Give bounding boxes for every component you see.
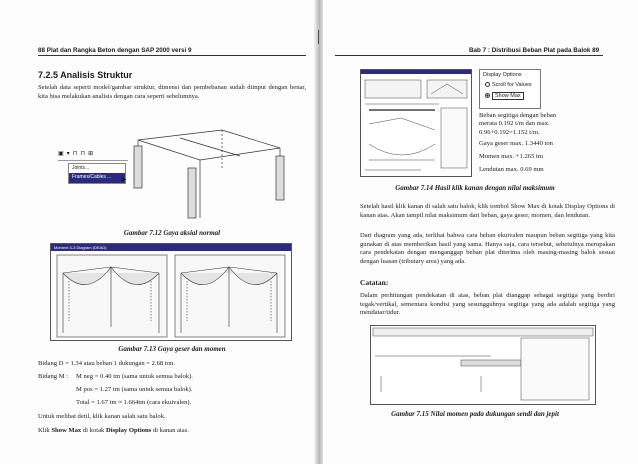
display-toolbar xyxy=(58,150,128,161)
dropdown-icon[interactable]: ▾ xyxy=(66,151,70,157)
show-max-label: Show Max xyxy=(492,92,524,100)
frame-icon[interactable]: ⊓ xyxy=(80,151,86,157)
moment-bar xyxy=(461,360,521,366)
paragraph-catatan: Dalam perhitungan pendekatan di atas, beban plat dianggap sebagai segitiga yang berdiri tegak/vertikal, sementara kondisi yang sesungguhnya segitiga yang ada adalah segitiga yang mendatar/tidur. xyxy=(360,292,615,316)
left-running-header: 88 Plat dan Rangka Beton dengan SAP 2000 versi 9 xyxy=(38,47,192,54)
moment-diagram-plot xyxy=(51,251,291,341)
display-options-title: Display Options xyxy=(483,72,522,78)
load-diagram-box xyxy=(427,80,467,98)
values-panel xyxy=(441,108,467,168)
left-header-rule xyxy=(38,55,306,56)
right-header-rule xyxy=(335,55,603,56)
toolbar-menu xyxy=(58,150,128,190)
m-pos-text: M pos = 1.27 tm (sama untuk semua balok). xyxy=(76,386,193,393)
bidang-m-label: Bidang M : xyxy=(38,373,69,380)
axial-bar-3 xyxy=(134,146,142,188)
mouse-cursor-icon: ➤ xyxy=(120,175,127,184)
axial-bar-1 xyxy=(188,168,196,218)
detail-2-post: di kanan atas. xyxy=(151,427,189,434)
detail-text-1: Untuk melihat detil, klik kanan salah satu balok. xyxy=(38,413,166,420)
left-page xyxy=(0,0,317,464)
gutter-mark xyxy=(318,30,319,44)
dropdown-menu xyxy=(68,163,126,184)
frame-grid-icon[interactable]: ⊞ xyxy=(88,151,94,157)
note-beban: Beban segitiga dengan beban merata 0.192 t/m dan max. 0.96+0.192=1.152 t/m. xyxy=(479,112,557,136)
show-max-option[interactable] xyxy=(480,90,540,102)
caption-7-15: Gambar 7.15 Nilai momen pada dukungan sendi dan jepit xyxy=(391,410,559,418)
intro-paragraph: Setelah data seperti model/gambar struktur, dimensi dan pembebanan sudah diinput dengan benar, kita bisa melakukan analisis dengan cara seperti sebelumnya. xyxy=(38,84,306,100)
caption-7-14: Gambar 7.14 Hasil klik kanan dengan nilai maksimum xyxy=(395,184,555,192)
member-detail-plots xyxy=(361,74,471,176)
note-gaya-geser: Gaya geser max. 1.3440 ton xyxy=(479,140,553,147)
mid-beam xyxy=(180,138,240,156)
moment-window-titlebar: Moment 3-3 Diagram (DEAD) xyxy=(51,244,291,251)
moment-diagram-window xyxy=(50,243,292,341)
note-momen: Momen max. +1.265 tm xyxy=(479,153,543,160)
detail-2-display-options: Display Options xyxy=(105,427,152,434)
catatan-heading: Catatan: xyxy=(360,278,389,287)
note-lendutan: Lendutan max. 0.69 mm xyxy=(479,166,544,173)
bidang-d-text: Bidang D = 1.34 atau beban 1 dukungan = 2.68 ton. xyxy=(38,360,175,367)
moment-supports-plot xyxy=(371,326,595,404)
caption-7-12: Gambar 7.12 Gaya aksial normal xyxy=(123,229,221,237)
top-frame-outline xyxy=(138,130,280,160)
showmax-radio-icon[interactable] xyxy=(485,93,490,98)
right-page xyxy=(323,0,638,464)
m-neg-text: M neg = 0.40 tm (sama untuk semua balok). xyxy=(76,373,193,380)
paragraph-show-max: Setelah hasil klik kanan di salah satu balok, klik tombol Show Max di kotak Display Options di kanan atas. Akan tampil nilai maksimum dari beban, gaya geser, momen, dan lendutan. xyxy=(360,203,615,219)
axial-bar-2 xyxy=(276,156,284,200)
scroll-for-values-option[interactable] xyxy=(480,80,540,90)
section-title: 7.2.5 Analisis Struktur xyxy=(38,70,133,80)
display-icon[interactable]: ▣ xyxy=(58,151,64,157)
scroll-radio-icon[interactable] xyxy=(485,82,490,87)
right-running-header: Bab 7 : Distribusi Beban Plat pada Balok 89 xyxy=(469,47,600,54)
menu-item-frames[interactable]: Frames/Cables ... xyxy=(69,173,125,183)
detail-2-mid: di kotak xyxy=(81,427,106,434)
side-panel xyxy=(521,338,589,400)
moment-curve xyxy=(369,144,435,155)
detail-2-pre: Klik xyxy=(38,427,52,434)
total-text: Total = 1.67 tm ≈ 1.664tm (cara ekuivalen). xyxy=(76,399,192,406)
info-box xyxy=(365,80,421,98)
moment-supports-window xyxy=(370,325,596,405)
scroll-for-values-label: Scroll for Values xyxy=(492,82,532,88)
detail-2-showmax: Show Max xyxy=(51,427,82,434)
display-options-dialog xyxy=(479,69,541,109)
paragraph-diagram: Dari diagram yang ada, terlihat bahwa cara beban ekuivalen maupun beban segitiga yang kita gunakan di atas memberikan hasil yang sama. Hanya saja, cara tersebut, sebetulnya merupakan cara pendekatan dengan menganggap beban plat diterima oleh masing-masing balok sesuai dengan luasan (tributary area) yang ada. xyxy=(360,232,615,265)
frame-forces-icon[interactable]: ⊓ xyxy=(72,151,78,157)
menu-item-joints[interactable]: Joints... xyxy=(72,165,90,171)
shear-line xyxy=(369,118,435,130)
support-marks xyxy=(381,376,481,392)
detail-text-2 xyxy=(38,427,189,434)
axial-force-3d-frame xyxy=(130,118,300,226)
member-detail-window xyxy=(360,69,472,177)
window-toolbar xyxy=(373,328,593,336)
caption-7-13: Gambar 7.13 Gaya geser dan momen xyxy=(118,345,226,353)
